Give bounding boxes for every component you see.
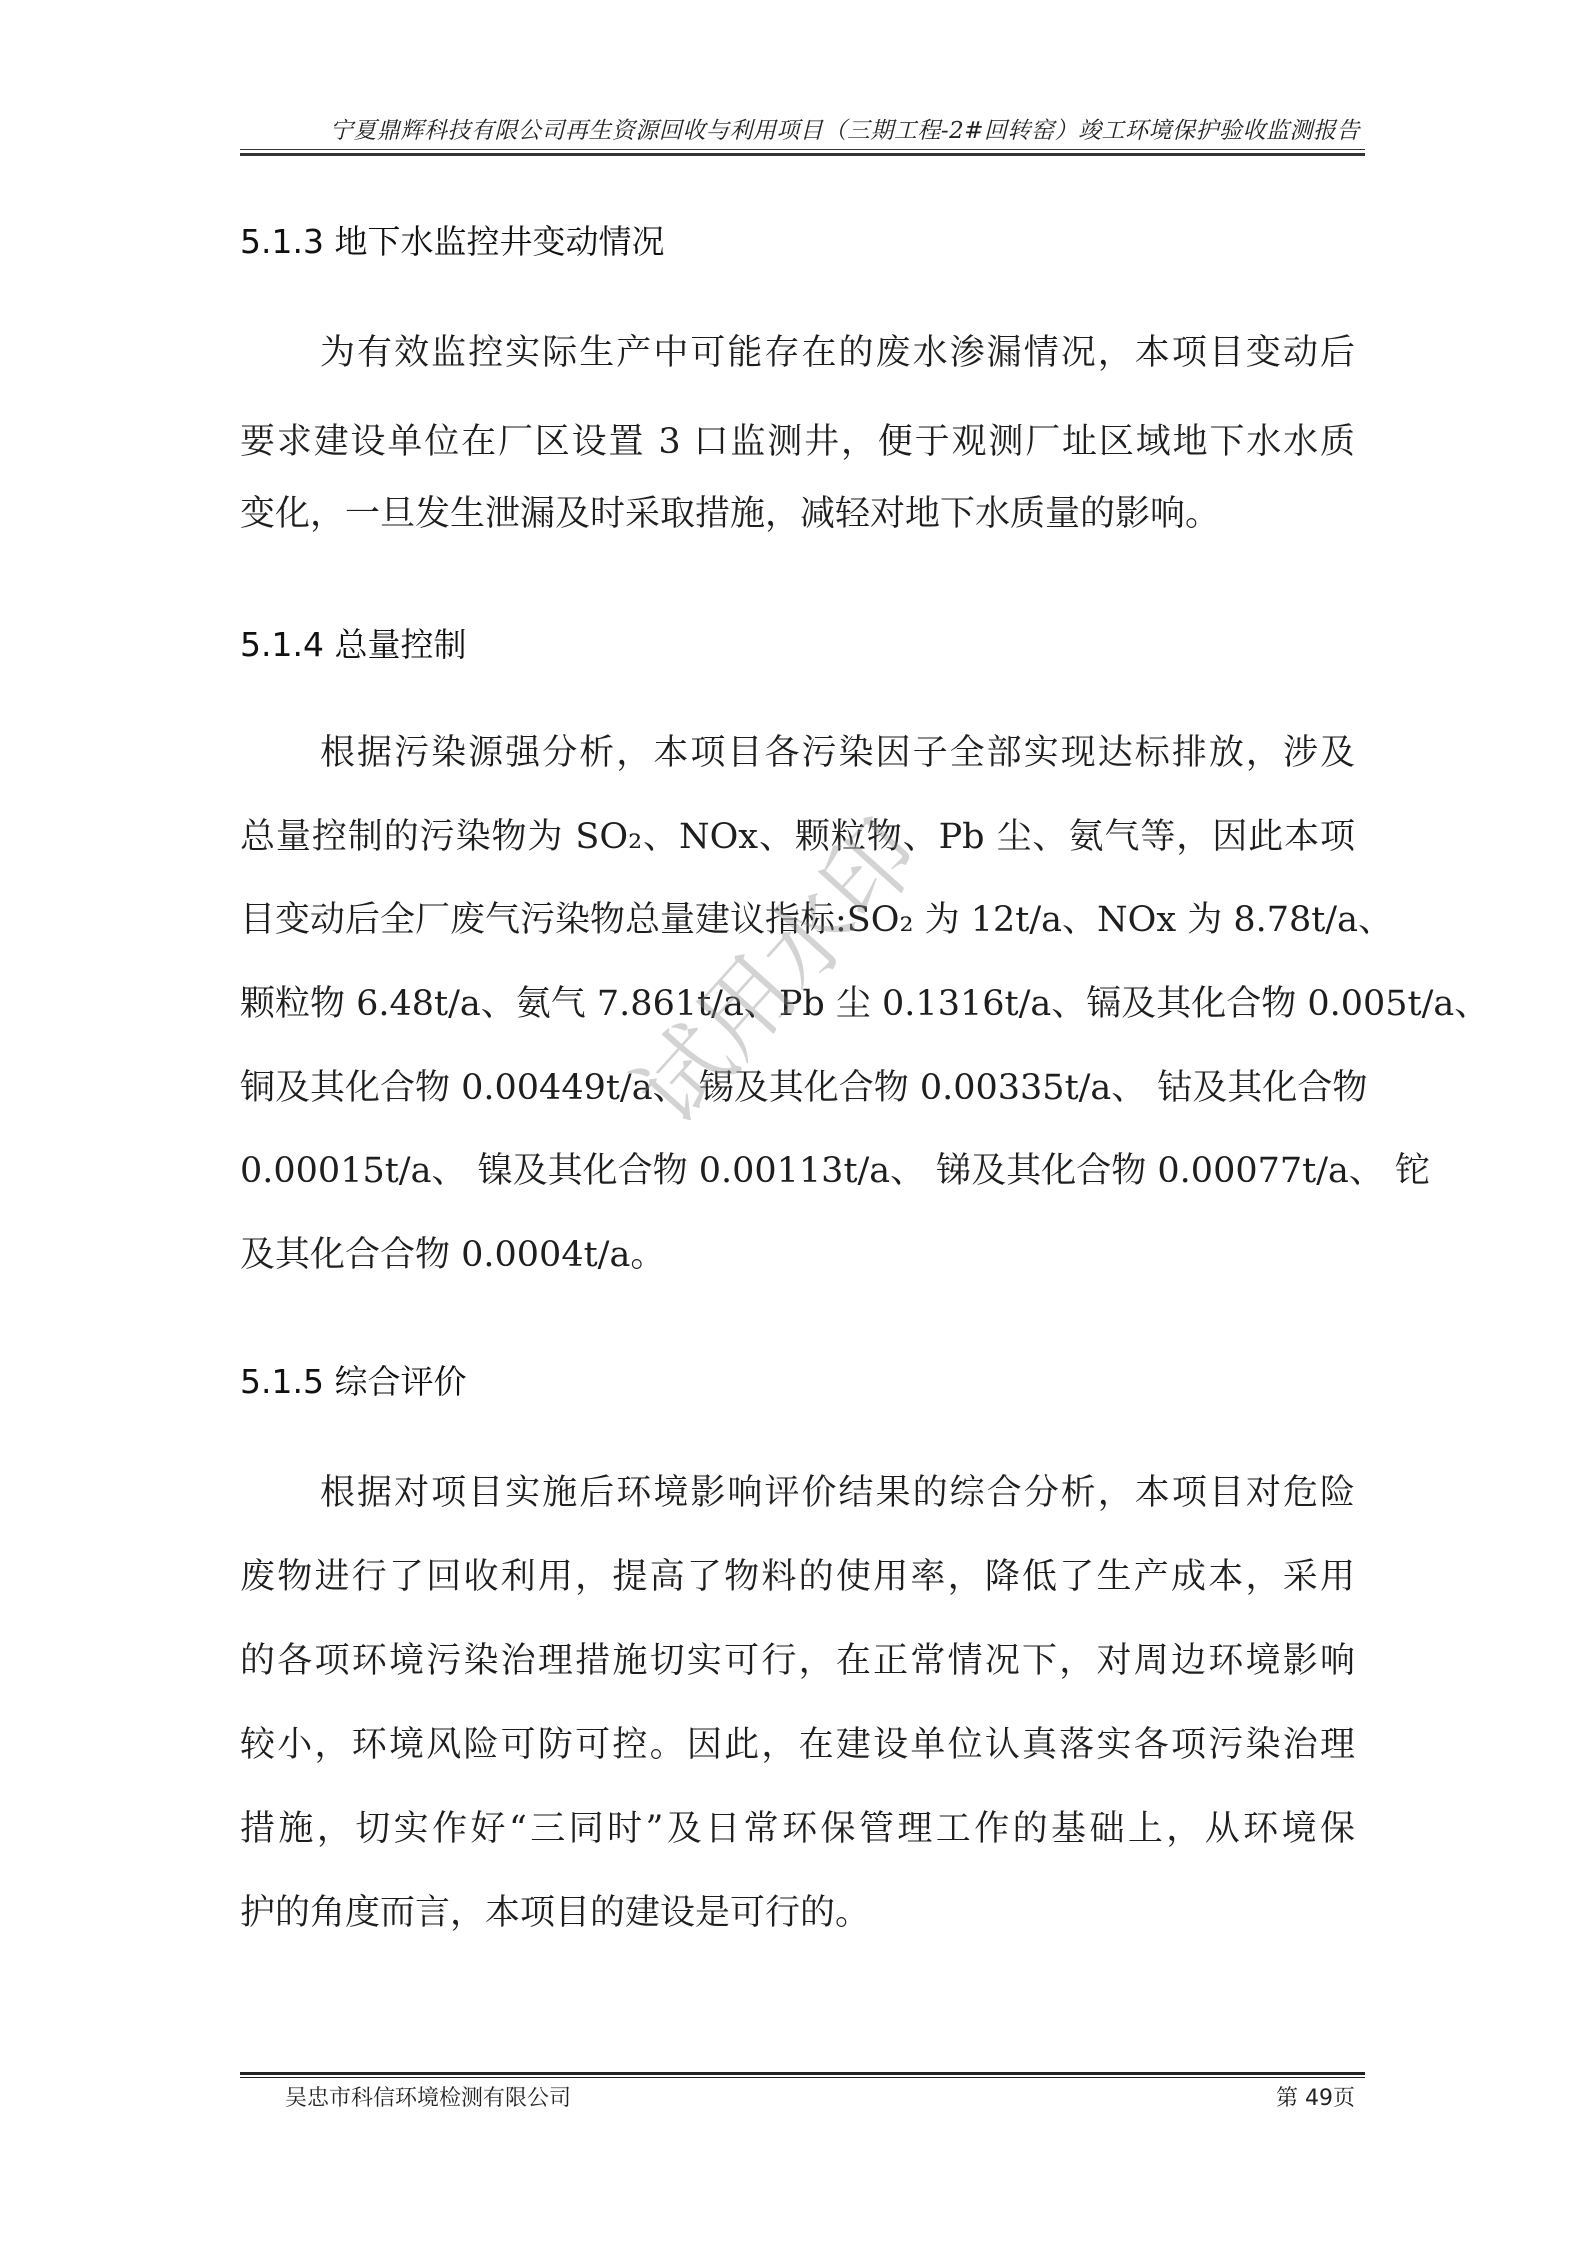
- paragraph-line: 铜及其化合物 0.00449t/a、 锡及其化合物 0.00335t/a、 钴及其化合物: [240, 1068, 1368, 1108]
- paragraph-line: 根据对项目实施后环境影响评价结果的综合分析，本项目对危险: [320, 1473, 1355, 1513]
- paragraph-line: 护的角度而言，本项目的建设是可行的。: [240, 1893, 871, 1933]
- footer-rule: [240, 2072, 1365, 2078]
- section-heading-5-1-4: 5.1.4 总量控制: [240, 625, 467, 664]
- section-heading-5-1-3: 5.1.3 地下水监控井变动情况: [240, 222, 665, 261]
- paragraph-line: 变化，一旦发生泄漏及时采取措施，减轻对地下水质量的影响。: [240, 494, 1221, 534]
- header-title: 宁夏鼎辉科技有限公司再生资源回收与利用项目（三期工程-2#回转窑）竣工环境保护验收监测报告: [329, 118, 1360, 144]
- paragraph-line: 及其化合合物 0.0004t/a。: [240, 1235, 666, 1275]
- paragraph-line: 措施，切实作好“三同时”及日常环保管理工作的基础上，从环境保: [240, 1809, 1355, 1849]
- paragraph-line: 废物进行了回收利用，提高了物料的使用率，降低了生产成本，采用: [240, 1557, 1355, 1597]
- paragraph-line: 总量控制的污染物为 SO₂、NOx、颗粒物、Pb 尘、氨气等，因此本项: [240, 817, 1355, 857]
- header-rule: [240, 149, 1365, 156]
- page-number: 第 49页: [1276, 2086, 1355, 2111]
- paragraph-line: 为有效监控实际生产中可能存在的废水渗漏情况，本项目变动后: [320, 333, 1355, 373]
- paragraph-line: 要求建设单位在厂区设置 3 口监测井，便于观测厂址区域地下水水质: [240, 422, 1355, 462]
- paragraph-line: 的各项环境污染治理措施切实可行，在正常情况下，对周边环境影响: [240, 1641, 1355, 1681]
- watermark: 试用水印: [614, 799, 941, 1145]
- footer-company: 吴忠市科信环境检测有限公司: [285, 2086, 572, 2111]
- paragraph-line: 较小，环境风险可防可控。因此，在建设单位认真落实各项污染治理: [240, 1725, 1355, 1765]
- paragraph-line: 目变动后全厂废气污染物总量建议指标:SO₂ 为 12t/a、NOx 为 8.78t/a、: [240, 900, 1393, 940]
- paragraph-line: 0.00015t/a、 镍及其化合物 0.00113t/a、 锑及其化合物 0.00077t/a、 铊: [240, 1151, 1431, 1191]
- paragraph-line: 颗粒物 6.48t/a、氨气 7.861t/a、Pb 尘 0.1316t/a、镉及其化合物 0.005t/a、: [240, 984, 1490, 1024]
- section-heading-5-1-5: 5.1.5 综合评价: [240, 1362, 467, 1401]
- paragraph-line: 根据污染源强分析，本项目各污染因子全部实现达标排放，涉及: [320, 733, 1355, 773]
